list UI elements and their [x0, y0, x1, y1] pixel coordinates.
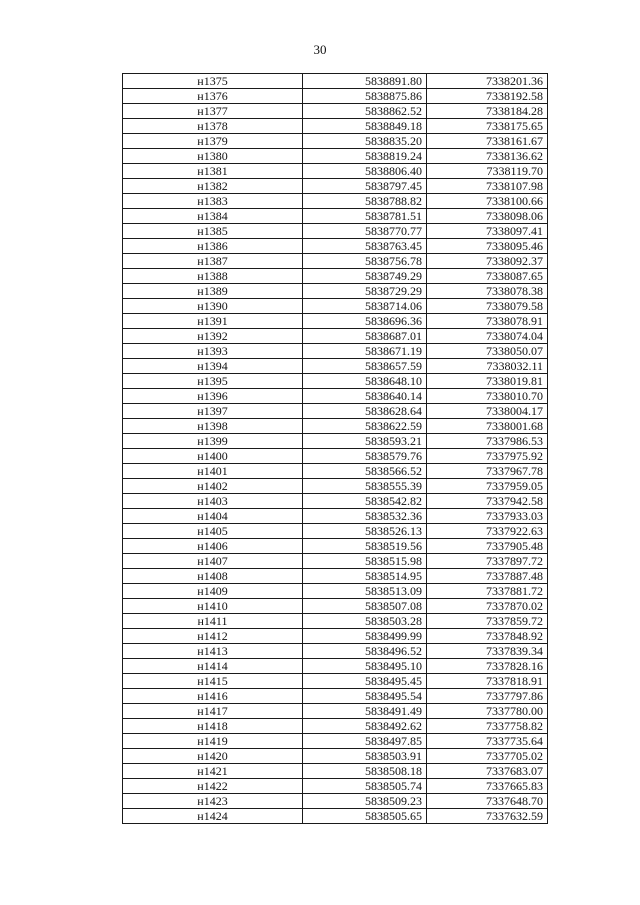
point-id-cell: н1402	[123, 479, 303, 494]
y-coordinate-cell: 7337648.70	[427, 794, 548, 809]
table-row	[123, 404, 548, 419]
x-coordinate-cell: 5838532.36	[303, 509, 427, 524]
y-coordinate-cell: 7338087.65	[427, 269, 548, 284]
table-row	[123, 809, 548, 824]
table-row	[123, 314, 548, 329]
point-id-cell: н1409	[123, 584, 303, 599]
table-row	[123, 329, 548, 344]
y-coordinate-cell: 7338079.58	[427, 299, 548, 314]
table-row	[123, 569, 548, 584]
y-coordinate-cell: 7338019.81	[427, 374, 548, 389]
point-id-cell: н1421	[123, 764, 303, 779]
y-coordinate-cell: 7337665.83	[427, 779, 548, 794]
table-row	[123, 374, 548, 389]
y-coordinate-cell: 7337705.02	[427, 749, 548, 764]
x-coordinate-cell: 5838593.21	[303, 434, 427, 449]
x-coordinate-cell: 5838763.45	[303, 239, 427, 254]
y-coordinate-cell: 7337870.02	[427, 599, 548, 614]
point-id-cell: н1383	[123, 194, 303, 209]
point-id-cell: н1401	[123, 464, 303, 479]
x-coordinate-cell: 5838514.95	[303, 569, 427, 584]
table-row	[123, 299, 548, 314]
table-row	[123, 629, 548, 644]
table-row	[123, 479, 548, 494]
point-id-cell: н1393	[123, 344, 303, 359]
x-coordinate-cell: 5838687.01	[303, 329, 427, 344]
table-row	[123, 119, 548, 134]
table-row	[123, 164, 548, 179]
point-id-cell: н1415	[123, 674, 303, 689]
point-id-cell: н1382	[123, 179, 303, 194]
table-row	[123, 614, 548, 629]
table-row	[123, 794, 548, 809]
y-coordinate-cell: 7338078.91	[427, 314, 548, 329]
x-coordinate-cell: 5838749.29	[303, 269, 427, 284]
y-coordinate-cell: 7337897.72	[427, 554, 548, 569]
table-row	[123, 254, 548, 269]
x-coordinate-cell: 5838491.49	[303, 704, 427, 719]
point-id-cell: н1385	[123, 224, 303, 239]
point-id-cell: н1396	[123, 389, 303, 404]
x-coordinate-cell: 5838566.52	[303, 464, 427, 479]
x-coordinate-cell: 5838503.28	[303, 614, 427, 629]
table-row	[123, 584, 548, 599]
y-coordinate-cell: 7337881.72	[427, 584, 548, 599]
y-coordinate-cell: 7338074.04	[427, 329, 548, 344]
x-coordinate-cell: 5838628.64	[303, 404, 427, 419]
y-coordinate-cell: 7338201.36	[427, 74, 548, 89]
y-coordinate-cell: 7337933.03	[427, 509, 548, 524]
x-coordinate-cell: 5838875.86	[303, 89, 427, 104]
point-id-cell: н1424	[123, 809, 303, 824]
table-row	[123, 494, 548, 509]
point-id-cell: н1410	[123, 599, 303, 614]
x-coordinate-cell: 5838622.59	[303, 419, 427, 434]
point-id-cell: н1379	[123, 134, 303, 149]
point-id-cell: н1398	[123, 419, 303, 434]
y-coordinate-cell: 7338050.07	[427, 344, 548, 359]
table-row	[123, 434, 548, 449]
point-id-cell: н1403	[123, 494, 303, 509]
point-id-cell: н1400	[123, 449, 303, 464]
point-id-cell: н1417	[123, 704, 303, 719]
x-coordinate-cell: 5838509.23	[303, 794, 427, 809]
point-id-cell: н1414	[123, 659, 303, 674]
x-coordinate-cell: 5838495.54	[303, 689, 427, 704]
table-row	[123, 674, 548, 689]
point-id-cell: н1397	[123, 404, 303, 419]
y-coordinate-cell: 7337942.58	[427, 494, 548, 509]
table-row	[123, 284, 548, 299]
y-coordinate-cell: 7338010.70	[427, 389, 548, 404]
y-coordinate-cell: 7337758.82	[427, 719, 548, 734]
y-coordinate-cell: 7337859.72	[427, 614, 548, 629]
point-id-cell: н1378	[123, 119, 303, 134]
point-id-cell: н1422	[123, 779, 303, 794]
table-row	[123, 524, 548, 539]
y-coordinate-cell: 7337780.00	[427, 704, 548, 719]
x-coordinate-cell: 5838657.59	[303, 359, 427, 374]
table-row	[123, 464, 548, 479]
table-row	[123, 359, 548, 374]
point-id-cell: н1386	[123, 239, 303, 254]
table-row	[123, 224, 548, 239]
y-coordinate-cell: 7338032.11	[427, 359, 548, 374]
x-coordinate-cell: 5838496.52	[303, 644, 427, 659]
y-coordinate-cell: 7337797.86	[427, 689, 548, 704]
x-coordinate-cell: 5838756.78	[303, 254, 427, 269]
y-coordinate-cell: 7338107.98	[427, 179, 548, 194]
y-coordinate-cell: 7338097.41	[427, 224, 548, 239]
y-coordinate-cell: 7337828.16	[427, 659, 548, 674]
y-coordinate-cell: 7337975.92	[427, 449, 548, 464]
point-id-cell: н1416	[123, 689, 303, 704]
point-id-cell: н1419	[123, 734, 303, 749]
point-id-cell: н1388	[123, 269, 303, 284]
x-coordinate-cell: 5838507.08	[303, 599, 427, 614]
table-row	[123, 149, 548, 164]
point-id-cell: н1377	[123, 104, 303, 119]
point-id-cell: н1387	[123, 254, 303, 269]
point-id-cell: н1381	[123, 164, 303, 179]
y-coordinate-cell: 7338095.46	[427, 239, 548, 254]
point-id-cell: н1407	[123, 554, 303, 569]
table-row	[123, 704, 548, 719]
x-coordinate-cell: 5838495.45	[303, 674, 427, 689]
y-coordinate-cell: 7337839.34	[427, 644, 548, 659]
y-coordinate-cell: 7337735.64	[427, 734, 548, 749]
point-id-cell: н1389	[123, 284, 303, 299]
table-row	[123, 749, 548, 764]
y-coordinate-cell: 7337922.63	[427, 524, 548, 539]
y-coordinate-cell: 7337632.59	[427, 809, 548, 824]
point-id-cell: н1384	[123, 209, 303, 224]
y-coordinate-cell: 7338136.62	[427, 149, 548, 164]
point-id-cell: н1375	[123, 74, 303, 89]
point-id-cell: н1413	[123, 644, 303, 659]
coordinates-table-body	[123, 74, 548, 824]
x-coordinate-cell: 5838503.91	[303, 749, 427, 764]
x-coordinate-cell: 5838849.18	[303, 119, 427, 134]
table-row	[123, 194, 548, 209]
table-row	[123, 539, 548, 554]
table-row	[123, 734, 548, 749]
x-coordinate-cell: 5838819.24	[303, 149, 427, 164]
y-coordinate-cell: 7337986.53	[427, 434, 548, 449]
x-coordinate-cell: 5838714.06	[303, 299, 427, 314]
x-coordinate-cell: 5838492.62	[303, 719, 427, 734]
y-coordinate-cell: 7337818.91	[427, 674, 548, 689]
point-id-cell: н1420	[123, 749, 303, 764]
table-row	[123, 209, 548, 224]
y-coordinate-cell: 7338192.58	[427, 89, 548, 104]
point-id-cell: н1406	[123, 539, 303, 554]
point-id-cell: н1423	[123, 794, 303, 809]
x-coordinate-cell: 5838640.14	[303, 389, 427, 404]
y-coordinate-cell: 7338100.66	[427, 194, 548, 209]
y-coordinate-cell: 7338184.28	[427, 104, 548, 119]
point-id-cell: н1412	[123, 629, 303, 644]
table-row	[123, 659, 548, 674]
table-row	[123, 764, 548, 779]
x-coordinate-cell: 5838519.56	[303, 539, 427, 554]
y-coordinate-cell: 7337905.48	[427, 539, 548, 554]
x-coordinate-cell: 5838499.99	[303, 629, 427, 644]
y-coordinate-cell: 7338078.38	[427, 284, 548, 299]
y-coordinate-cell: 7338161.67	[427, 134, 548, 149]
x-coordinate-cell: 5838555.39	[303, 479, 427, 494]
x-coordinate-cell: 5838696.36	[303, 314, 427, 329]
coordinates-table	[122, 73, 548, 824]
table-row	[123, 449, 548, 464]
x-coordinate-cell: 5838579.76	[303, 449, 427, 464]
x-coordinate-cell: 5838797.45	[303, 179, 427, 194]
point-id-cell: н1392	[123, 329, 303, 344]
x-coordinate-cell: 5838513.09	[303, 584, 427, 599]
y-coordinate-cell: 7338092.37	[427, 254, 548, 269]
page-number: 30	[313, 42, 327, 57]
x-coordinate-cell: 5838508.18	[303, 764, 427, 779]
y-coordinate-cell: 7338004.17	[427, 404, 548, 419]
point-id-cell: н1405	[123, 524, 303, 539]
table-row	[123, 179, 548, 194]
x-coordinate-cell: 5838770.77	[303, 224, 427, 239]
y-coordinate-cell: 7337848.92	[427, 629, 548, 644]
x-coordinate-cell: 5838788.82	[303, 194, 427, 209]
point-id-cell: н1404	[123, 509, 303, 524]
y-coordinate-cell: 7338001.68	[427, 419, 548, 434]
table-row	[123, 74, 548, 89]
table-row	[123, 719, 548, 734]
table-row	[123, 419, 548, 434]
x-coordinate-cell: 5838497.85	[303, 734, 427, 749]
table-row	[123, 269, 548, 284]
table-row	[123, 104, 548, 119]
point-id-cell: н1391	[123, 314, 303, 329]
point-id-cell: н1411	[123, 614, 303, 629]
x-coordinate-cell: 5838648.10	[303, 374, 427, 389]
x-coordinate-cell: 5838729.29	[303, 284, 427, 299]
table-row	[123, 509, 548, 524]
x-coordinate-cell: 5838526.13	[303, 524, 427, 539]
x-coordinate-cell: 5838505.65	[303, 809, 427, 824]
point-id-cell: н1376	[123, 89, 303, 104]
x-coordinate-cell: 5838671.19	[303, 344, 427, 359]
x-coordinate-cell: 5838505.74	[303, 779, 427, 794]
y-coordinate-cell: 7337959.05	[427, 479, 548, 494]
table-row	[123, 554, 548, 569]
table-row	[123, 389, 548, 404]
point-id-cell: н1418	[123, 719, 303, 734]
y-coordinate-cell: 7338119.70	[427, 164, 548, 179]
table-row	[123, 134, 548, 149]
table-row	[123, 779, 548, 794]
x-coordinate-cell: 5838835.20	[303, 134, 427, 149]
table-row	[123, 89, 548, 104]
table-row	[123, 689, 548, 704]
point-id-cell: н1380	[123, 149, 303, 164]
x-coordinate-cell: 5838806.40	[303, 164, 427, 179]
x-coordinate-cell: 5838515.98	[303, 554, 427, 569]
x-coordinate-cell: 5838542.82	[303, 494, 427, 509]
x-coordinate-cell: 5838781.51	[303, 209, 427, 224]
point-id-cell: н1399	[123, 434, 303, 449]
table-row	[123, 599, 548, 614]
y-coordinate-cell: 7337683.07	[427, 764, 548, 779]
y-coordinate-cell: 7338175.65	[427, 119, 548, 134]
point-id-cell: н1390	[123, 299, 303, 314]
y-coordinate-cell: 7338098.06	[427, 209, 548, 224]
y-coordinate-cell: 7337887.48	[427, 569, 548, 584]
table-row	[123, 239, 548, 254]
y-coordinate-cell: 7337967.78	[427, 464, 548, 479]
table-row	[123, 644, 548, 659]
x-coordinate-cell: 5838495.10	[303, 659, 427, 674]
x-coordinate-cell: 5838862.52	[303, 104, 427, 119]
table-row	[123, 344, 548, 359]
x-coordinate-cell: 5838891.80	[303, 74, 427, 89]
point-id-cell: н1408	[123, 569, 303, 584]
point-id-cell: н1394	[123, 359, 303, 374]
point-id-cell: н1395	[123, 374, 303, 389]
